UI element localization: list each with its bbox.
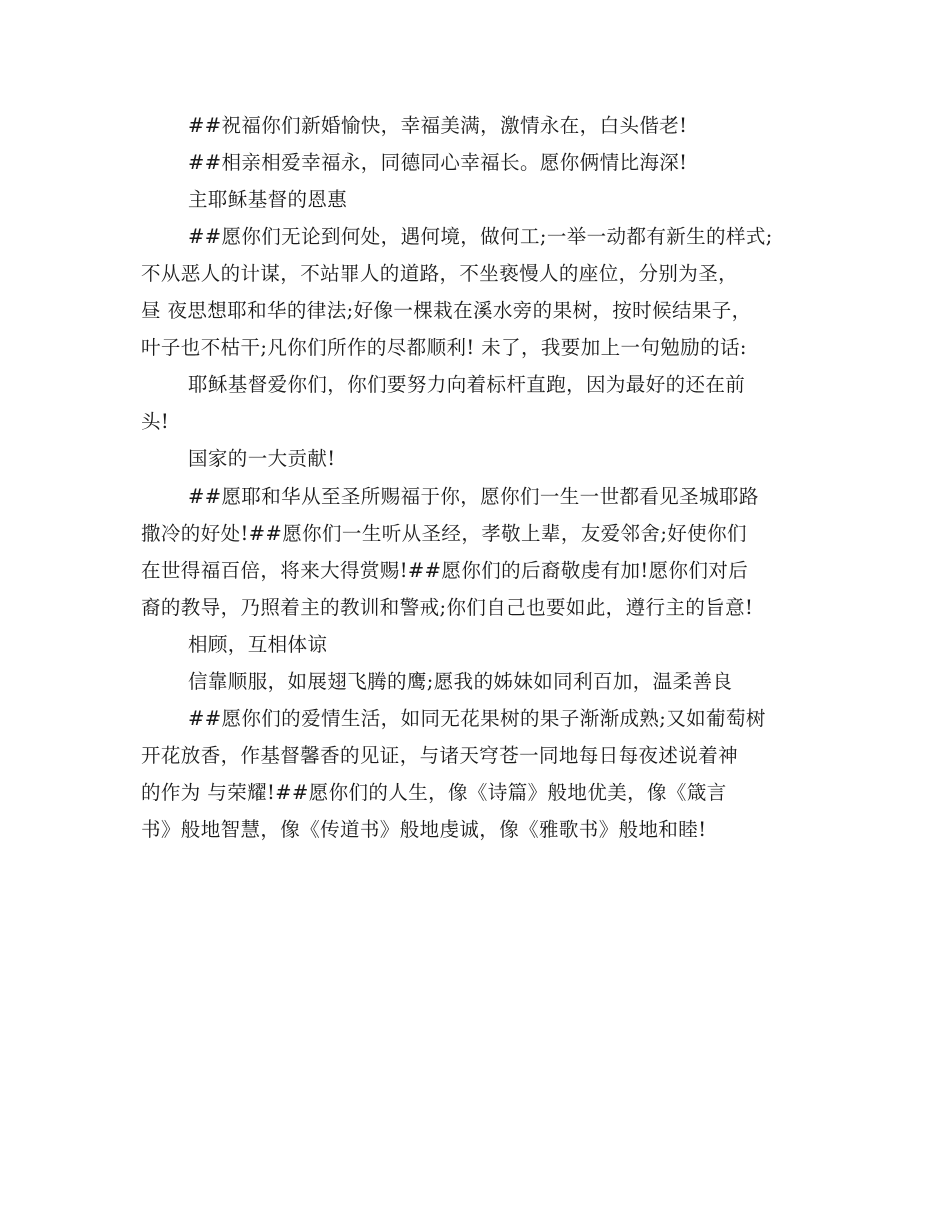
paragraph-line: 昼 夜思想耶和华的律法;好像一棵栽在溪水旁的果树，按时候结果子， (141, 299, 752, 322)
paragraph-line: 的作为 与荣耀!##愿你们的人生，像《诗篇》般地优美，像《箴言 (141, 781, 727, 804)
paragraph-line: 在世得福百倍，将来大得赏赐!##愿你们的后裔敬虔有加!愿你们对后 (141, 559, 749, 582)
paragraph-line: 不从恶人的计谋，不站罪人的道路，不坐亵慢人的座位，分别为圣， (141, 262, 739, 285)
paragraph-line: ##祝福你们新婚愉快，幸福美满，激情永在，白头偕老! (188, 114, 688, 137)
paragraph-line: 开花放香，作基督馨香的见证，与诸天穹苍一同地每日每夜述说着神 (141, 744, 739, 767)
section-heading: 国家的一大贡献! (188, 447, 336, 470)
paragraph-line: 头! (141, 410, 170, 433)
section-heading: 主耶稣基督的恩惠 (188, 188, 348, 211)
section-heading: 相顾，互相体谅 (188, 633, 328, 656)
paragraph-line: ##相亲相爱幸福永，同德同心幸福长。愿你俩情比海深! (188, 151, 688, 174)
paragraph-line: 信靠顺服，如展翅飞腾的鹰;愿我的姊妹如同利百加，温柔善良 (188, 670, 733, 693)
paragraph-line: 裔的教导，乃照着主的教训和警戒;你们自己也要如此，遵行主的旨意! (141, 596, 754, 619)
paragraph-line: ##愿你们无论到何处，遇何境，做何工;一举一动都有新生的样式; (188, 225, 773, 248)
paragraph-line: 撒冷的好处!##愿你们一生听从圣经，孝敬上辈，友爱邻舍;好使你们 (141, 522, 747, 545)
paragraph-line: 耶稣基督爱你们，你们要努力向着标杆直跑，因为最好的还在前 (188, 373, 746, 396)
paragraph-line: 书》般地智慧，像《传道书》般地虔诚，像《雅歌书》般地和睦! (141, 818, 707, 841)
paragraph-line: ##愿耶和华从至圣所赐福于你，愿你们一生一世都看见圣城耶路 (188, 485, 759, 508)
paragraph-line: ##愿你们的爱情生活，如同无花果树的果子渐渐成熟;又如葡萄树 (188, 707, 766, 730)
paragraph-line: 叶子也不枯干;凡你们所作的尽都顺利! 未了，我要加上一句勉励的话: (141, 336, 747, 359)
